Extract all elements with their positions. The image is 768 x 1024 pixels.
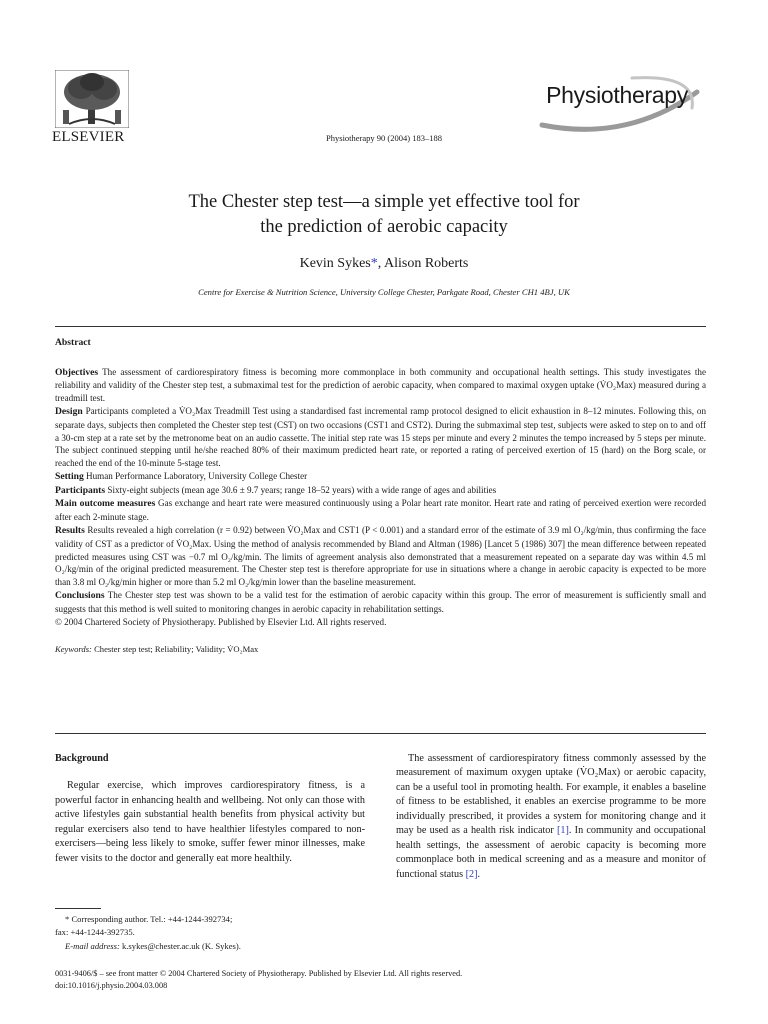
abstract-top-rule	[55, 326, 706, 327]
footnote-rule	[55, 908, 101, 909]
keywords-text: Chester step test; Reliability; Validity; V̇O₂Max	[91, 643, 259, 654]
footnote-email[interactable]: k.sykes@chester.ac.uk (K. Sykes).	[119, 940, 241, 951]
author-list	[0, 256, 768, 272]
corresponding-author-marker[interactable]: *	[370, 256, 378, 271]
section-heading: Background	[55, 753, 109, 764]
abstract-results	[55, 524, 706, 589]
footnote-line: * Corresponding author. Tel.: +44-1244-392734;	[65, 914, 233, 924]
paragraph	[396, 752, 706, 882]
body-column-right	[396, 752, 706, 882]
abstract-text: Gas exchange and heart rate were measured continuously using a Polar heart rate monitor. Heart rate and rating of perceived exertion were recorded after each 2-minute stage.	[55, 498, 706, 523]
abstract-text: Participants completed a V̇O₂Max Treadmill Test using a standardised fast incremental ramp protocol designed to elicit exhaustion in 8–12 minutes. Following this, on separate days, subjects then completed the Chester step test (CST) on two occasions (CST1 and CST2). During the submaximal step test, subjects were asked to step on to and off a 30-cm step at a rate set by the metronome beat on an audio cassette. The initial step rate was 15 steps per minute and every 2 minutes the tempo increased by 5 steps per minute. The subject continued stepping until he/she reached 80% of their maximum predicted heart rate, or reported a rating of perceived exertion of 15 (hard) on the Borg scale, or reached the end of the 10-minute 5-stage test.	[55, 406, 706, 469]
abstract-text: Sixty-eight subjects (mean age 30.6 ± 9.7 years; range 18–52 years) with a wide range of ages and abilities	[105, 484, 497, 495]
abstract-label: Main outcome measures	[55, 498, 156, 510]
footnote-line: fax: +44-1244-392735.	[55, 927, 135, 938]
footer-copyright: 0031-9406/$ – see front matter © 2004 Chartered Society of Physiotherapy. Published by Elsevier Ltd. All rights reserved.	[55, 969, 463, 978]
abstract-label: Setting	[55, 471, 84, 483]
abstract-outcome-measures	[55, 497, 706, 524]
abstract-participants	[55, 484, 706, 498]
title-line: The Chester step test—a simple yet effective tool for	[188, 192, 580, 212]
abstract-text: Results revealed a high correlation (r = 0.92) between V̇O₂Max and CST1 (P < 0.001) and a standard error of the estimate of 3.9 ml O₂/kg/min, thus confirming the face validity of CST as a predictor of V̇O₂Max. Using the method of analysis recommended by Bland and Altman (1986) [Lancet 5 (1986) 307] the mean difference between repeated predicted measures using CST was −0.7 ml O₂/kg/min. The limits of agreement analysis also demonstrated that a measurement repeated on a separate day was within 4.5 ml O₂/kg/min of the original predicted measurement. The Chester step test is therefore appropriate for use in situations where a change in aerobic capacity is expected to be more than 3.8 ml O₂/kg/min higher or more than 5.2 ml O₂/kg/min lower than the baseline measurement.	[55, 525, 706, 588]
title-line: the prediction of aerobic capacity	[260, 216, 508, 237]
footnote	[55, 913, 375, 953]
abstract-section	[55, 336, 706, 655]
abstract-label: Design	[55, 406, 83, 418]
abstract-conclusions	[55, 589, 706, 616]
footnote-email-label: E-mail address:	[65, 940, 120, 951]
paragraph: Regular exercise, which improves cardiorespiratory fitness, is a powerful factor in enhancing health and wellbeing. Not only can those with active lifestyles gain substantial health benefits from physical activity but regular exercisers also tend to have healthier lifestyles compared to non-exercisers—being less likely to smoke, suffer fewer minor illnesses, make fewer visits to the doctor and generally eat more healthily.	[55, 780, 365, 864]
journal-reference: Physiotherapy 90 (2004) 183–188	[326, 133, 442, 143]
keywords	[55, 643, 706, 655]
keywords-label: Keywords:	[55, 643, 92, 654]
abstract-label: Objectives	[55, 366, 99, 378]
body-column-left	[55, 752, 365, 866]
abstract-text: The assessment of cardiorespiratory fitness is becoming more commonplace in both community and occupational health settings. This study investigates the reliability and validity of the Chester step test, a submaximal test for the prediction of aerobic capacity, when compared to maximal oxygen uptake (V̇O₂Max) measured during a treadmill test.	[55, 366, 706, 404]
author-name: Kevin Sykes	[299, 256, 371, 271]
abstract-text: The Chester step test was shown to be a valid test for the estimation of aerobic capacity within this group. The error of measurement is sufficiently small and suggests that this method is well suited to monitoring changes in aerobic capacity in rehabilitation settings.	[55, 590, 706, 614]
page-footer	[55, 968, 706, 993]
paragraph-text: The assessment of cardiorespiratory fitness commonly assessed by the measurement of maximum oxygen uptake (V̇O₂Max) or aerobic capacity, can be a useful tool in promoting health. For example, it enables a baseline of fitness to be established, it enables an exercise programme to be more individually prescribed, it provides a system for monitoring change and it may be used as a health risk indicator	[396, 753, 706, 837]
abstract-copyright: © 2004 Chartered Society of Physiotherapy. Published by Elsevier Ltd. All rights reserved.	[55, 616, 387, 627]
journal-logo	[532, 70, 702, 140]
paragraph-text: . In community and occupational health settings, the assessment of aerobic capacity is becoming more commonplace both in medical screening and as a measure and monitor of functional status	[396, 825, 706, 880]
abstract-heading: Abstract	[55, 337, 91, 348]
elsevier-tree-icon	[55, 70, 129, 128]
footnote-email-line	[55, 940, 375, 953]
abstract-label: Participants	[55, 484, 106, 496]
abstract-bottom-rule	[55, 733, 706, 734]
abstract-objectives	[55, 366, 706, 405]
author-name: , Alison Roberts	[377, 256, 469, 271]
footer-doi[interactable]: doi:10.1016/j.physio.2004.03.008	[55, 981, 168, 991]
publisher-name: ELSEVIER	[52, 129, 125, 145]
paragraph-text: .	[477, 868, 481, 880]
abstract-design	[55, 405, 706, 470]
paper-title	[0, 190, 768, 239]
citation-link[interactable]: [2]	[465, 868, 478, 880]
abstract-setting	[55, 470, 706, 484]
citation-link[interactable]: [1]	[557, 825, 569, 837]
author-affiliation: Centre for Exercise & Nutrition Science, University College Chester, Parkgate Road, Chester CH1 4BJ, UK	[198, 287, 570, 297]
abstract-text: Human Performance Laboratory, University College Chester	[83, 471, 308, 482]
journal-name: Physiotherapy	[546, 82, 688, 108]
abstract-label: Results	[55, 525, 85, 536]
abstract-label: Conclusions	[55, 590, 105, 602]
